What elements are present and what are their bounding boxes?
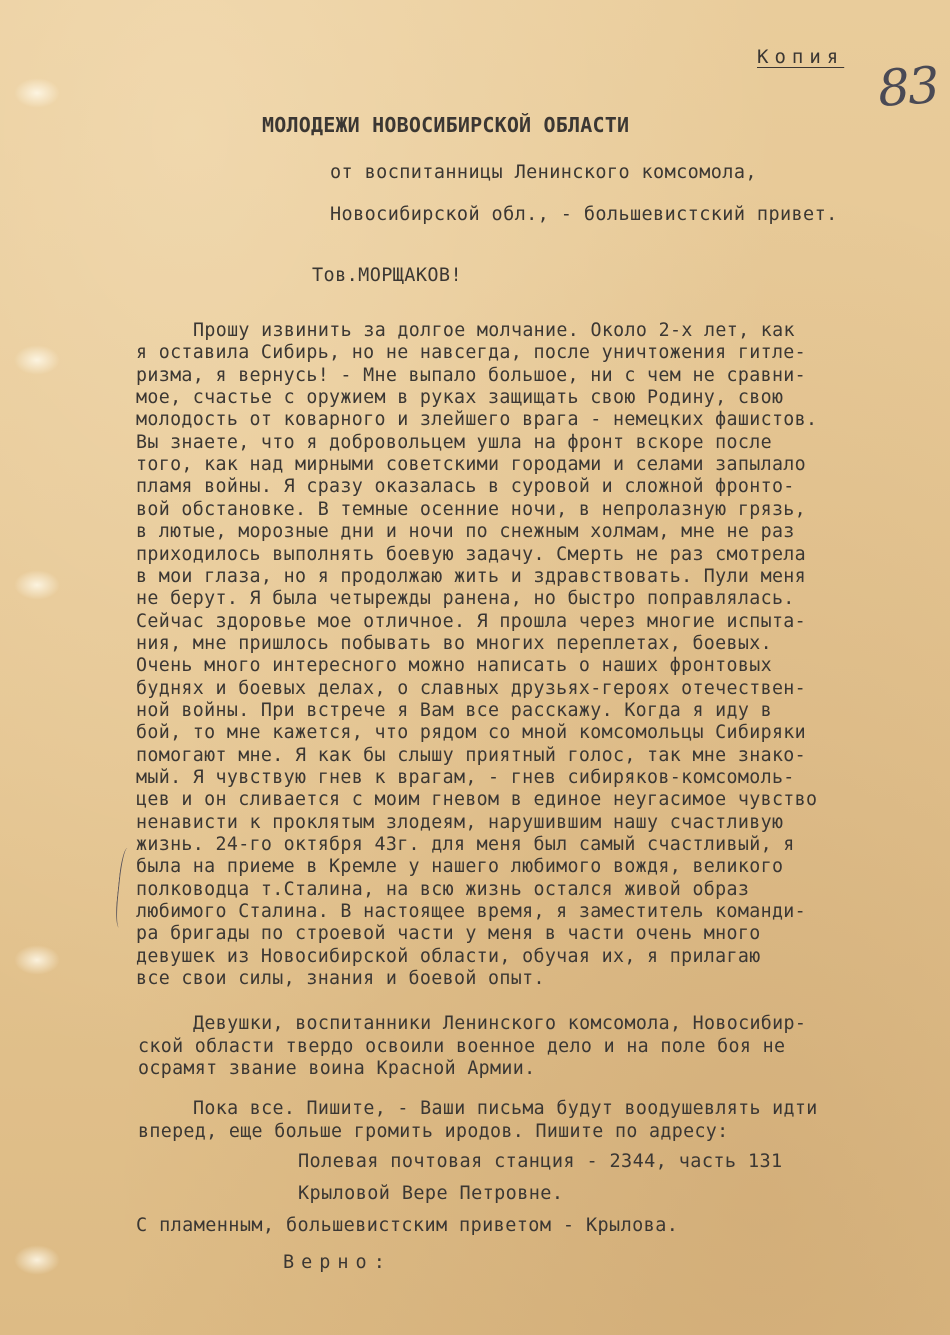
paper-stain — [14, 345, 60, 375]
text-line: жизнь. 24-го октября 43г. для меня был самый счастливый, я — [136, 834, 795, 856]
document-title: МОЛОДЕЖИ НОВОСИБИРСКОЙ ОБЛАСТИ — [262, 113, 630, 137]
text-line: ской области твердо освоили военное дело и на поле боя не — [138, 1035, 786, 1057]
intro-line: Новосибирской обл., - большевистский привет. — [330, 204, 838, 225]
text-line: Очень много интересного можно написать о наших фронтовых — [136, 655, 772, 677]
text-line: приходилось выполнять боевую задачу. Смерть не раз смотрела — [136, 543, 807, 565]
text-line: вперед, еще больше громить иродов. Пишите по адресу: — [138, 1120, 729, 1142]
text-line: ненависти к проклятым злодеям, нарушившим нашу счастливую — [136, 811, 784, 833]
text-line: все свои силы, знания и боевой опыт. — [136, 968, 545, 990]
salutation: Тов.МОРЩАКОВ! — [312, 265, 462, 286]
text-line: я оставила Сибирь, но не навсегда, после уничтожения гитле- — [136, 342, 807, 364]
text-line: ризма, я вернусь! - Мне выпало большое, ни с чем не сравни- — [136, 364, 807, 386]
paper-stain — [14, 945, 60, 975]
text-line: ра бригады по строевой части у меня в части очень много — [136, 923, 761, 945]
text-line: девушек из Новосибирской области, обучая их, я прилагаю — [136, 945, 761, 967]
text-line: Сейчас здоровье мое отличное. Я прошла через многие испыта- — [136, 610, 807, 632]
text-line: не берут. Я была четырежды ранена, но быстро поправлялась. — [136, 588, 795, 610]
text-line: помогают мне. Я как бы слышу приятный голос, так мне знако- — [136, 744, 807, 766]
text-line: пламя войны. Я сразу оказалась в суровой и сложной фронто- — [136, 476, 795, 498]
text-line: молодость от коварного и злейшего врага - немецких фашистов. — [136, 409, 818, 431]
page-number: 83 — [876, 55, 940, 119]
text-line: Прошу извинить за долгое молчание. Около 2-х лет, как — [193, 320, 795, 341]
closing-line: С пламенным, большевистским приветом - Крылова. — [136, 1215, 679, 1236]
text-line: полководца т.Сталина, на всю жизнь остался живой образ — [136, 878, 750, 900]
text-line: Вы знаете, что я добровольцем ушла на фронт вскоре после — [136, 431, 772, 453]
verified-label: Верно: — [283, 1252, 392, 1273]
text-line: любимого Сталина. В настоящее время, я заместитель команди- — [136, 901, 807, 923]
text-line: Пока все. Пишите, - Ваши письма будут воодушевлять идти — [193, 1098, 818, 1119]
text-line: цев и он сливается с моим гневом в единое неугасимое чувство — [136, 789, 818, 811]
address-line: Полевая почтовая станция - 2344, часть 131 — [298, 1151, 783, 1172]
paper-stain — [14, 1245, 60, 1275]
text-line: ной войны. При встрече я Вам все расскажу. Когда я иду в — [136, 699, 772, 721]
text-line: ния, мне пришлось побывать во многих переплетах, боевых. — [136, 632, 772, 654]
text-line: мый. Я чувствую гнев к врагам, - гнев сибиряков-комсомоль- — [136, 767, 795, 788]
text-line: в лютые, морозные дни и ночи по снежным холмам, мне не раз — [136, 521, 795, 543]
margin-pencil-mark — [114, 848, 135, 929]
text-line: того, как над мирными советскими городами и селами запылало — [136, 454, 807, 476]
text-line: была на приеме в Кремле у нашего любимого вождя, великого — [136, 856, 784, 878]
text-line: мое, счастье с оружием в руках защищать свою Родину, свою — [136, 387, 784, 409]
text-line: в мои глаза, но я продолжаю жить и здравствовать. Пули меня — [136, 565, 807, 587]
text-line: бой, то мне кажется, что рядом со мной комсомольцы Сибиряки — [136, 722, 807, 744]
text-line: вой обстановке. В темные осенние ночи, в непролазную грязь, — [136, 498, 807, 520]
paper-stain — [14, 78, 60, 108]
intro-line: от воспитанницы Ленинского комсомола, — [330, 162, 757, 183]
address-line: Крыловой Вере Петровне. — [298, 1183, 564, 1204]
text-line: Девушки, воспитанники Ленинского комсомола, Новосибир- — [193, 1013, 807, 1034]
copy-label: Копия — [757, 46, 845, 68]
text-line: буднях и боевых делах, о славных друзьях-героях отечествен- — [136, 677, 807, 699]
paper-stain — [14, 570, 60, 600]
text-line: осрамят звание воина Красной Армии. — [138, 1058, 536, 1079]
